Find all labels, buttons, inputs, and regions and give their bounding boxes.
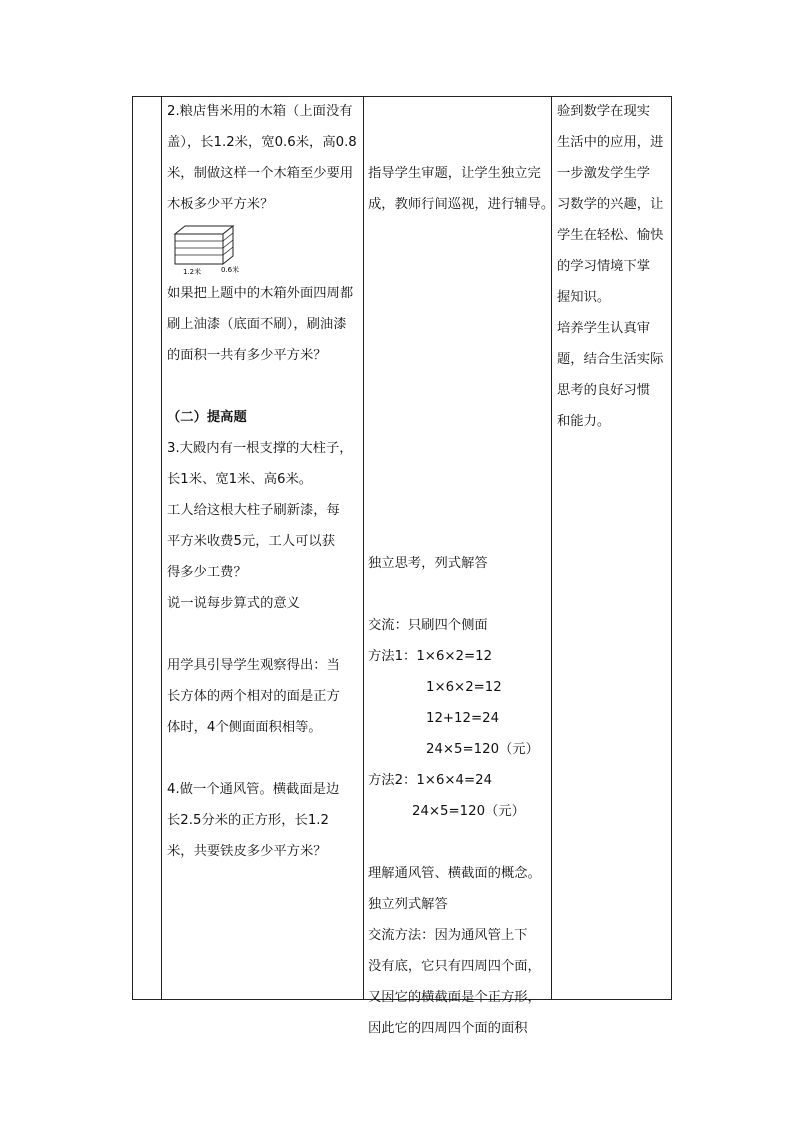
box-drawing (171, 224, 251, 276)
method1-line: 12+12=24 (426, 711, 500, 726)
intent-line: 一步激发学生学 (557, 166, 651, 181)
intent-line: 思考的良好习惯 (557, 383, 651, 398)
q2-line: 木板多少平方米？ (167, 197, 274, 212)
q3-line: 平方米收费5元，工人可以获 (167, 534, 336, 549)
activity-column (368, 96, 555, 1044)
q2-line: 米，制做这样一个木箱至少要用 (167, 166, 354, 181)
intent-line: 题，结合生活实际 (557, 352, 664, 367)
q3-line: 工人给这根大柱子刷新漆，每 (167, 503, 340, 518)
intent-line: 握知识。 (557, 290, 611, 305)
wooden-box-figure (167, 220, 361, 278)
q4-activity-line: 因此它的四周四个面的面积 (368, 1021, 528, 1036)
q3-line: 长1米、宽1米、高6米。 (167, 472, 313, 487)
intent-line: 验到数学在现实 (557, 104, 651, 119)
q2b-line: 如果把上题中的木箱外面四周都 (167, 286, 354, 301)
method1-line: 方法1：1×6×2=12 (368, 649, 493, 664)
guide-line: 指导学生审题，让学生独立完 (368, 166, 541, 181)
box-width-label: 0.6米 (221, 266, 240, 274)
column-divider (161, 96, 162, 1000)
q4-line: 长2.5分米的正方形，长1.2 (167, 813, 329, 828)
intent-line: 习数学的兴趣，让 (557, 197, 664, 212)
q4-line: 4.做一个通风管。横截面是边 (167, 782, 340, 797)
column-divider (363, 96, 364, 1000)
box-length-label: 1.2米 (183, 268, 202, 276)
intent-line: 学生在轻松、愉快 (557, 228, 664, 243)
teacher-line: 用学具引导学生观察得出：当 (167, 658, 340, 673)
guide-line: 成，教师行间巡视，进行辅导。 (368, 197, 555, 212)
q2-line: 盖），长1.2米，宽0.6米，高0.8 (167, 135, 357, 150)
exchange-text: 交流：只刷四个侧面 (368, 618, 488, 633)
teacher-line: 长方体的两个相对的面是正方 (167, 689, 340, 704)
method1-line: 24×5=120（元） (426, 742, 539, 757)
intent-line: 培养学生认真审 (557, 321, 651, 336)
q2b-line: 刷上油漆（底面不刷），刷油漆 (167, 317, 347, 332)
intent-column (557, 96, 669, 437)
q4-line: 米，共要铁皮多少平方米？ (167, 844, 327, 859)
teacher-line: 体时，4个侧面面积相等。 (167, 720, 322, 735)
q4-activity-line: 理解通风管、横截面的概念。 (368, 866, 541, 881)
q3-line: 3.大殿内有一根支撑的大柱子， (167, 441, 353, 456)
q4-activity-line: 交流方法：因为通风管上下 (368, 928, 528, 943)
think-text: 独立思考，列式解答 (368, 556, 488, 571)
column-divider (551, 96, 552, 1000)
section-title: （二）提高题 (167, 410, 247, 425)
intent-line: 的学习情境下掌 (557, 259, 651, 274)
q2b-line: 的面积一共有多少平方米？ (167, 348, 327, 363)
q4-activity-line: 独立列式解答 (368, 897, 448, 912)
exercise-column (167, 96, 361, 867)
intent-line: 和能力。 (557, 414, 611, 429)
q4-activity-line: 没有底，它只有四周四个面， (368, 959, 541, 974)
q2-line: 2.粮店售米用的木箱（上面没有 (167, 104, 353, 119)
q3-line: 得多少工费？ (167, 565, 247, 580)
q3-line: 说一说每步算式的意义 (167, 596, 300, 611)
column-divider (671, 96, 672, 1000)
method2-line: 24×5=120（元） (412, 804, 525, 819)
intent-line: 生活中的应用，进 (557, 135, 664, 150)
method2-line: 方法2：1×6×4=24 (368, 773, 493, 788)
method1-line: 1×6×2=12 (426, 680, 502, 695)
q4-activity-line: 又因它的横截面是个正方形， (368, 990, 541, 1005)
